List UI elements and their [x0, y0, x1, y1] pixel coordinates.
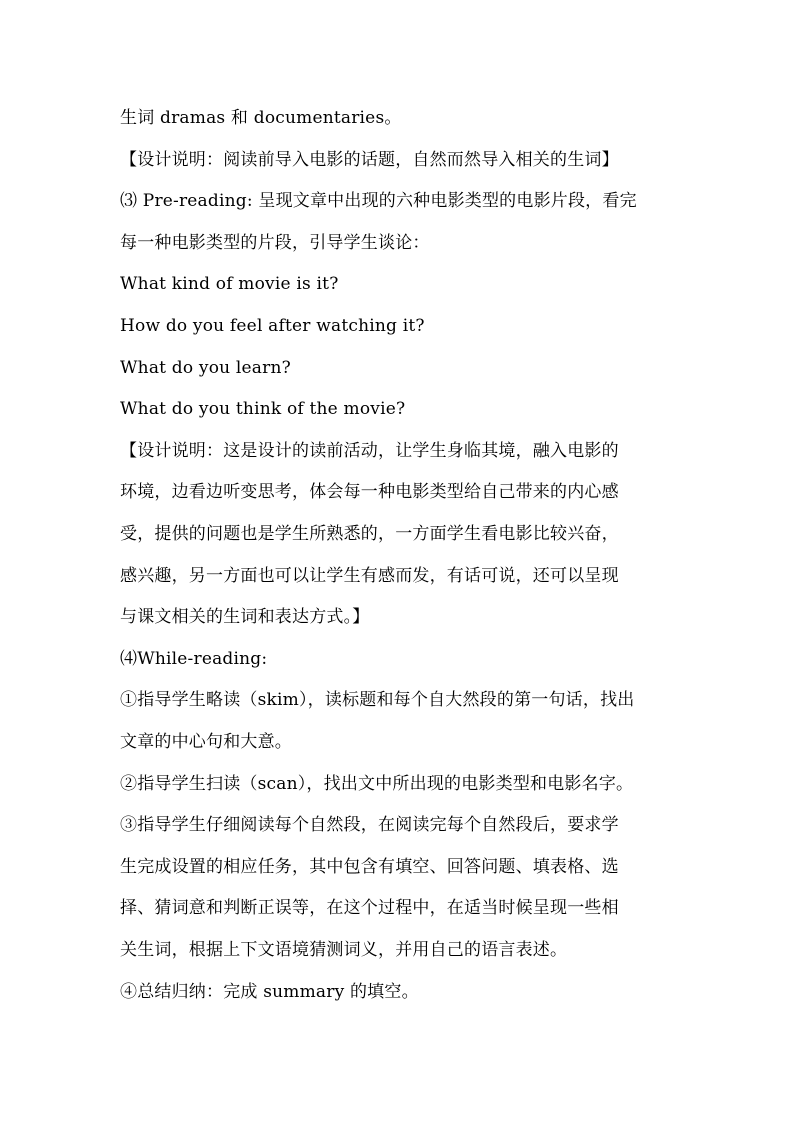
question-line: How do you feel after watching it?	[120, 316, 425, 336]
while-reading-heading: ⑷While-reading:	[120, 649, 268, 669]
text-line: 关生词，根据上下文语境猜测词义，并用自己的语言表述。	[120, 940, 568, 960]
text-line: 环境，边看边听变思考，体会每一种电影类型给自己带来的内心感	[120, 482, 619, 502]
question-line: What do you learn?	[120, 358, 291, 378]
text-line: 感兴趣，另一方面也可以让学生有感而发，有话可说，还可以呈现	[120, 566, 619, 586]
text-line: 每一种电影类型的片段，引导学生谈论：	[120, 233, 430, 253]
step-line: ①指导学生略读（skim），读标题和每个自大然段的第一句话，找出	[120, 690, 635, 710]
step-line: ③指导学生仔细阅读每个自然段，在阅读完每个自然段后，要求学	[120, 815, 619, 835]
text-line: 受，提供的问题也是学生所熟悉的，一方面学生看电影比较兴奋，	[120, 524, 619, 544]
text-line-vocab: 生词 dramas 和 documentaries。	[120, 108, 402, 128]
text-line: 生完成设置的相应任务，其中包含有填空、回答问题、填表格、选	[120, 857, 619, 877]
text-line: 择、猜词意和判断正误等，在这个过程中，在适当时候呈现一些相	[120, 898, 619, 918]
text-line: 文章的中心句和大意。	[120, 732, 292, 752]
design-note-2: 【设计说明：这是设计的读前活动，让学生身临其境，融入电影的	[120, 441, 619, 461]
design-note-1: 【设计说明：阅读前导入电影的话题，自然而然导入相关的生词】	[120, 150, 619, 170]
pre-reading-heading: ⑶ Pre-reading: 呈现文章中出现的六种电影类型的电影片段，看完	[120, 191, 637, 211]
question-line: What do you think of the movie?	[120, 399, 406, 419]
step-line: ④总结归纳：完成 summary 的填空。	[120, 982, 419, 1002]
step-line: ②指导学生扫读（scan），找出文中所出现的电影类型和电影名字。	[120, 774, 634, 794]
question-line: What kind of movie is it?	[120, 274, 339, 294]
text-line: 与课文相关的生词和表达方式。】	[120, 607, 370, 627]
